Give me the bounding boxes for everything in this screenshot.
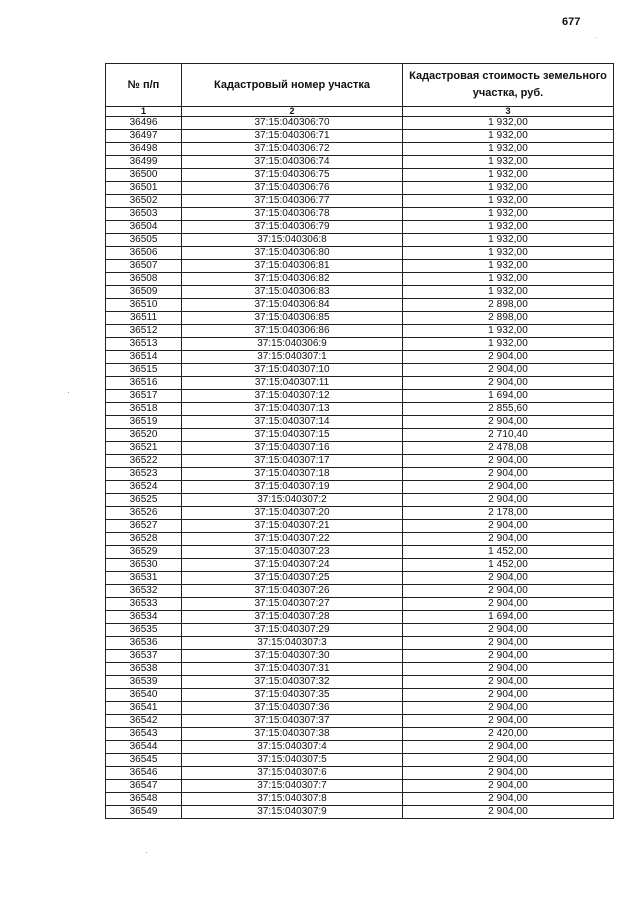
row-number-cell: 36535 [106,624,182,637]
row-number-cell: 36537 [106,650,182,663]
cadastral-value-cell: 2 904,00 [403,533,614,546]
table-row [106,351,614,364]
row-number-cell: 36499 [106,156,182,169]
row-number-cell: 36497 [106,130,182,143]
row-number-cell: 36520 [106,429,182,442]
cadastral-number-cell: 37:15:040307:38 [182,728,403,741]
cadastral-value-cell: 2 904,00 [403,741,614,754]
row-number-cell: 36528 [106,533,182,546]
row-number-cell: 36526 [106,507,182,520]
table-row [106,117,614,130]
cadastral-number-cell: 37:15:040306:78 [182,208,403,221]
row-number-cell: 36517 [106,390,182,403]
cadastral-value-cell: 2 904,00 [403,676,614,689]
table-row [106,403,614,416]
row-number-cell: 36527 [106,520,182,533]
cadastral-number-cell: 37:15:040306:84 [182,299,403,312]
cadastral-value-cell: 1 452,00 [403,546,614,559]
cadastral-number-cell: 37:15:040306:80 [182,247,403,260]
table-row [106,520,614,533]
table-row [106,481,614,494]
table-row [106,325,614,338]
cadastral-number-cell: 37:15:040307:9 [182,806,403,819]
table-row [106,429,614,442]
header-cadastral-number: Кадастровый номер участка [182,64,403,107]
cadastral-number-cell: 37:15:040306:77 [182,195,403,208]
row-number-cell: 36536 [106,637,182,650]
column-number-row [106,107,614,117]
row-number-cell: 36518 [106,403,182,416]
table-row [106,416,614,429]
cadastral-value-cell: 1 932,00 [403,117,614,130]
table-row [106,728,614,741]
scan-speck [68,392,69,393]
table-row [106,572,614,585]
table-row [106,130,614,143]
row-number-cell: 36506 [106,247,182,260]
table-row [106,494,614,507]
cadastral-value-cell: 2 710,40 [403,429,614,442]
cadastral-number-cell: 37:15:040307:5 [182,754,403,767]
cadastral-number-cell: 37:15:040306:75 [182,169,403,182]
cadastral-number-cell: 37:15:040306:72 [182,143,403,156]
cadastral-number-cell: 37:15:040307:20 [182,507,403,520]
cadastral-value-cell: 1 932,00 [403,195,614,208]
cadastral-number-cell: 37:15:040307:12 [182,390,403,403]
row-number-cell: 36546 [106,767,182,780]
table-row [106,546,614,559]
row-number-cell: 36508 [106,273,182,286]
cadastral-number-cell: 37:15:040307:26 [182,585,403,598]
cadastral-value-cell: 2 898,00 [403,299,614,312]
scan-speck [596,37,597,38]
cadastral-number-cell: 37:15:040306:86 [182,325,403,338]
table-row [106,689,614,702]
table-row [106,299,614,312]
cadastral-number-cell: 37:15:040306:74 [182,156,403,169]
table-row [106,260,614,273]
row-number-cell: 36529 [106,546,182,559]
row-number-cell: 36514 [106,351,182,364]
row-number-cell: 36545 [106,754,182,767]
cadastral-value-cell: 1 694,00 [403,611,614,624]
cadastral-number-cell: 37:15:040307:3 [182,637,403,650]
cadastral-number-cell: 37:15:040307:37 [182,715,403,728]
table-row [106,624,614,637]
row-number-cell: 36524 [106,481,182,494]
table-row [106,273,614,286]
row-number-cell: 36503 [106,208,182,221]
cadastral-value-cell: 1 932,00 [403,221,614,234]
table-row [106,169,614,182]
table-row [106,585,614,598]
cadastral-value-cell: 2 904,00 [403,663,614,676]
table-row [106,715,614,728]
cadastral-value-cell: 1 932,00 [403,182,614,195]
cadastral-value-cell: 2 904,00 [403,806,614,819]
table-row [106,182,614,195]
column-number: 3 [403,107,614,117]
table-row [106,559,614,572]
table-row [106,143,614,156]
cadastral-value-cell: 2 904,00 [403,754,614,767]
column-number: 2 [182,107,403,117]
cadastral-number-cell: 37:15:040307:16 [182,442,403,455]
table-row [106,377,614,390]
row-number-cell: 36531 [106,572,182,585]
cadastral-value-cell: 2 904,00 [403,689,614,702]
row-number-cell: 36521 [106,442,182,455]
row-number-cell: 36533 [106,598,182,611]
cadastral-number-cell: 37:15:040307:29 [182,624,403,637]
table-row [106,312,614,325]
row-number-cell: 36532 [106,585,182,598]
cadastral-number-cell: 37:15:040306:8 [182,234,403,247]
table-row [106,364,614,377]
row-number-cell: 36507 [106,260,182,273]
cadastral-number-cell: 37:15:040307:2 [182,494,403,507]
cadastral-number-cell: 37:15:040307:15 [182,429,403,442]
table-row [106,533,614,546]
cadastral-number-cell: 37:15:040307:30 [182,650,403,663]
table-row [106,390,614,403]
row-number-cell: 36538 [106,663,182,676]
cadastral-number-cell: 37:15:040306:79 [182,221,403,234]
cadastral-value-cell: 2 855,60 [403,403,614,416]
row-number-cell: 36540 [106,689,182,702]
cadastral-number-cell: 37:15:040307:36 [182,702,403,715]
row-number-cell: 36534 [106,611,182,624]
table-row [106,650,614,663]
cadastral-number-cell: 37:15:040307:7 [182,780,403,793]
row-number-cell: 36515 [106,364,182,377]
row-number-cell: 36522 [106,455,182,468]
cadastral-value-cell: 2 904,00 [403,364,614,377]
table-row [106,754,614,767]
cadastral-number-cell: 37:15:040307:10 [182,364,403,377]
cadastral-value-cell: 1 932,00 [403,143,614,156]
cadastral-number-cell: 37:15:040307:35 [182,689,403,702]
cadastral-number-cell: 37:15:040307:18 [182,468,403,481]
table-row [106,468,614,481]
table-row [106,286,614,299]
row-number-cell: 36530 [106,559,182,572]
cadastral-value-cell: 1 932,00 [403,338,614,351]
cadastral-number-cell: 37:15:040307:24 [182,559,403,572]
cadastral-value-cell: 1 932,00 [403,273,614,286]
cadastral-value-cell: 2 904,00 [403,650,614,663]
cadastral-number-cell: 37:15:040306:71 [182,130,403,143]
cadastral-number-cell: 37:15:040307:11 [182,377,403,390]
cadastral-number-cell: 37:15:040307:6 [182,767,403,780]
row-number-cell: 36510 [106,299,182,312]
table-row [106,676,614,689]
cadastral-number-cell: 37:15:040306:70 [182,117,403,130]
table-row [106,806,614,819]
cadastral-number-cell: 37:15:040307:32 [182,676,403,689]
row-number-cell: 36502 [106,195,182,208]
cadastral-value-cell: 2 904,00 [403,481,614,494]
table-row [106,702,614,715]
cadastral-value-cell: 2 420,00 [403,728,614,741]
row-number-cell: 36549 [106,806,182,819]
cadastral-number-cell: 37:15:040306:76 [182,182,403,195]
cadastral-value-cell: 2 904,00 [403,572,614,585]
cadastral-value-cell: 2 904,00 [403,624,614,637]
cadastral-value-cell: 1 932,00 [403,325,614,338]
cadastral-number-cell: 37:15:040307:19 [182,481,403,494]
table-row [106,507,614,520]
row-number-cell: 36542 [106,715,182,728]
cadastral-value-cell: 1 932,00 [403,260,614,273]
row-number-cell: 36504 [106,221,182,234]
cadastral-value-cell: 2 904,00 [403,598,614,611]
cadastral-value-cell: 2 178,00 [403,507,614,520]
cadastral-number-cell: 37:15:040307:14 [182,416,403,429]
table-row [106,195,614,208]
cadastral-number-cell: 37:15:040306:9 [182,338,403,351]
cadastral-value-cell: 1 932,00 [403,130,614,143]
cadastral-number-cell: 37:15:040307:1 [182,351,403,364]
cadastral-number-cell: 37:15:040307:17 [182,455,403,468]
table-row [106,247,614,260]
cadastral-number-cell: 37:15:040306:81 [182,260,403,273]
table-row [106,208,614,221]
cadastral-value-cell: 1 694,00 [403,390,614,403]
cadastral-number-cell: 37:15:040307:31 [182,663,403,676]
cadastral-value-cell: 2 904,00 [403,455,614,468]
cadastral-value-cell: 1 932,00 [403,156,614,169]
cadastral-value-cell: 2 904,00 [403,780,614,793]
table-header-row [106,64,614,107]
table-row [106,767,614,780]
row-number-cell: 36544 [106,741,182,754]
cadastral-value-cell: 2 898,00 [403,312,614,325]
column-number: 1 [106,107,182,117]
cadastral-value-cell: 1 932,00 [403,286,614,299]
cadastral-value-cell: 2 904,00 [403,494,614,507]
row-number-cell: 36547 [106,780,182,793]
row-number-cell: 36519 [106,416,182,429]
cadastral-number-cell: 37:15:040307:21 [182,520,403,533]
table-row [106,663,614,676]
table-row [106,741,614,754]
row-number-cell: 36513 [106,338,182,351]
table-row [106,234,614,247]
row-number-cell: 36539 [106,676,182,689]
table-row [106,455,614,468]
cadastral-number-cell: 37:15:040307:25 [182,572,403,585]
row-number-cell: 36541 [106,702,182,715]
cadastral-value-cell: 1 932,00 [403,208,614,221]
cadastral-value-cell: 2 904,00 [403,767,614,780]
row-number-cell: 36509 [106,286,182,299]
row-number-cell: 36498 [106,143,182,156]
row-number-cell: 36496 [106,117,182,130]
cadastral-value-cell: 2 904,00 [403,702,614,715]
cadastral-number-cell: 37:15:040307:22 [182,533,403,546]
cadastral-value-cell: 2 904,00 [403,416,614,429]
row-number-cell: 36500 [106,169,182,182]
row-number-cell: 36501 [106,182,182,195]
cadastral-number-cell: 37:15:040307:13 [182,403,403,416]
cadastral-value-cell: 1 932,00 [403,247,614,260]
cadastral-value-cell: 2 904,00 [403,715,614,728]
row-number-cell: 36511 [106,312,182,325]
table-row [106,156,614,169]
header-row-number: № п/п [106,64,182,107]
row-number-cell: 36548 [106,793,182,806]
header-cadastral-value: Кадастровая стоимость земельного участка, руб. [403,64,614,107]
cadastral-value-cell: 2 904,00 [403,468,614,481]
row-number-cell: 36543 [106,728,182,741]
cadastral-value-cell: 2 904,00 [403,793,614,806]
cadastral-value-cell: 1 452,00 [403,559,614,572]
cadastral-number-cell: 37:15:040306:85 [182,312,403,325]
table-body [106,117,614,819]
cadastral-number-cell: 37:15:040307:23 [182,546,403,559]
cadastral-number-cell: 37:15:040307:8 [182,793,403,806]
table-row [106,637,614,650]
row-number-cell: 36523 [106,468,182,481]
cadastral-value-cell: 2 904,00 [403,585,614,598]
cadastral-value-table [105,63,614,819]
cadastral-value-cell: 1 932,00 [403,169,614,182]
cadastral-number-cell: 37:15:040307:27 [182,598,403,611]
row-number-cell: 36525 [106,494,182,507]
cadastral-value-cell: 2 904,00 [403,377,614,390]
row-number-cell: 36505 [106,234,182,247]
table-row [106,442,614,455]
cadastral-value-cell: 2 904,00 [403,520,614,533]
table-row [106,793,614,806]
page-number: 677 [562,16,581,28]
cadastral-number-cell: 37:15:040306:83 [182,286,403,299]
table-row [106,221,614,234]
scan-speck [146,852,147,853]
row-number-cell: 36512 [106,325,182,338]
cadastral-value-cell: 2 904,00 [403,637,614,650]
cadastral-value-cell: 1 932,00 [403,234,614,247]
cadastral-number-cell: 37:15:040306:82 [182,273,403,286]
table-row [106,611,614,624]
cadastral-number-cell: 37:15:040307:4 [182,741,403,754]
table-row [106,338,614,351]
table-row [106,780,614,793]
cadastral-number-cell: 37:15:040307:28 [182,611,403,624]
row-number-cell: 36516 [106,377,182,390]
cadastral-value-cell: 2 904,00 [403,351,614,364]
table-row [106,598,614,611]
cadastral-value-cell: 2 478,08 [403,442,614,455]
